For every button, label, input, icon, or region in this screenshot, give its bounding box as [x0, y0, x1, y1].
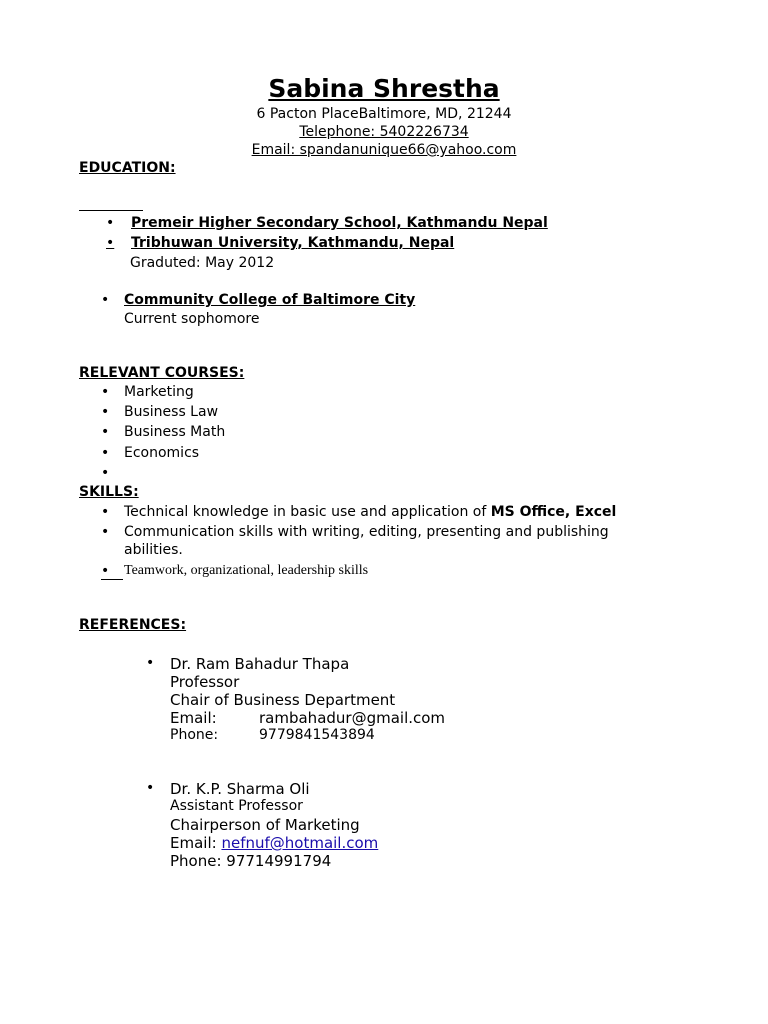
ref2-email-line [170, 834, 378, 852]
telephone: Telephone: 5402226734 [299, 124, 469, 140]
skill-item-1 [124, 504, 616, 520]
skill-item-2-line2: abilities. [124, 542, 183, 558]
ref2-email-link[interactable]: nefnuf@hotmail.com [221, 834, 379, 852]
course-item: Business Math [124, 424, 226, 440]
education-item-3-detail: Current sophomore [124, 311, 260, 327]
bullet-icon: • [106, 215, 115, 231]
education-item-2: Tribhuwan University, Kathmandu, Nepal [131, 235, 455, 251]
divider [79, 210, 143, 211]
resume-name: Sabina Shrestha [268, 74, 500, 103]
skill-item-1-text: Technical knowledge in basic use and application of [124, 504, 491, 520]
bullet-icon: • [101, 384, 110, 400]
ref2-phone-label: Phone: [170, 852, 227, 870]
ref1-phone-label: Phone: [170, 727, 219, 743]
bullet-icon: • [101, 524, 110, 540]
bullet-icon: • [101, 563, 123, 580]
bullet-icon: • [146, 780, 155, 796]
ref2-name: Dr. K.P. Sharma Oli [170, 780, 310, 798]
bullet-icon: • [106, 235, 115, 251]
skill-item-3: Teamwork, organizational, leadership skills [124, 563, 369, 578]
email: Email: spandanunique66@yahoo.com [251, 142, 517, 158]
bullet-icon: • [101, 404, 110, 420]
ref1-email: rambahadur@gmail.com [259, 709, 446, 727]
education-item-2-detail: Graduted: May 2012 [130, 255, 275, 271]
ref2-phone: 97714991794 [226, 852, 332, 870]
bullet-icon: • [146, 655, 155, 671]
ref2-email-label: Email: [170, 834, 222, 852]
bullet-icon: • [101, 445, 110, 461]
ref2-dept: Chairperson of Marketing [170, 816, 360, 834]
ref1-email-label: Email: [170, 709, 217, 727]
skills-heading: SKILLS: [79, 484, 139, 500]
ref1-title: Professor [170, 673, 240, 691]
education-item-1: Premeir Higher Secondary School, Kathmandu Nepal [131, 215, 548, 231]
ref1-dept: Chair of Business Department [170, 691, 396, 709]
ref2-phone-line [170, 852, 331, 870]
bullet-icon: • [101, 465, 110, 481]
courses-heading: RELEVANT COURSES: [79, 365, 245, 381]
ref2-title: Assistant Professor [170, 798, 303, 814]
ref1-name: Dr. Ram Bahadur Thapa [170, 655, 350, 673]
course-item: Business Law [124, 404, 219, 420]
skill-item-2-line1: Communication skills with writing, editing, presenting and publishing [124, 524, 609, 540]
course-item: Economics [124, 445, 200, 461]
address: 6 Pacton PlaceBaltimore, MD, 21244 [256, 106, 512, 122]
skill-item-1-bold: MS Office, Excel [490, 504, 617, 520]
bullet-icon: • [101, 292, 110, 308]
course-item: Marketing [124, 384, 194, 400]
references-heading: REFERENCES: [79, 617, 187, 633]
bullet-icon: • [101, 424, 110, 440]
bullet-icon: • [101, 504, 110, 520]
education-heading: EDUCATION: [79, 160, 176, 176]
education-item-3: Community College of Baltimore City [124, 292, 416, 308]
ref1-phone: 9779841543894 [259, 727, 375, 743]
